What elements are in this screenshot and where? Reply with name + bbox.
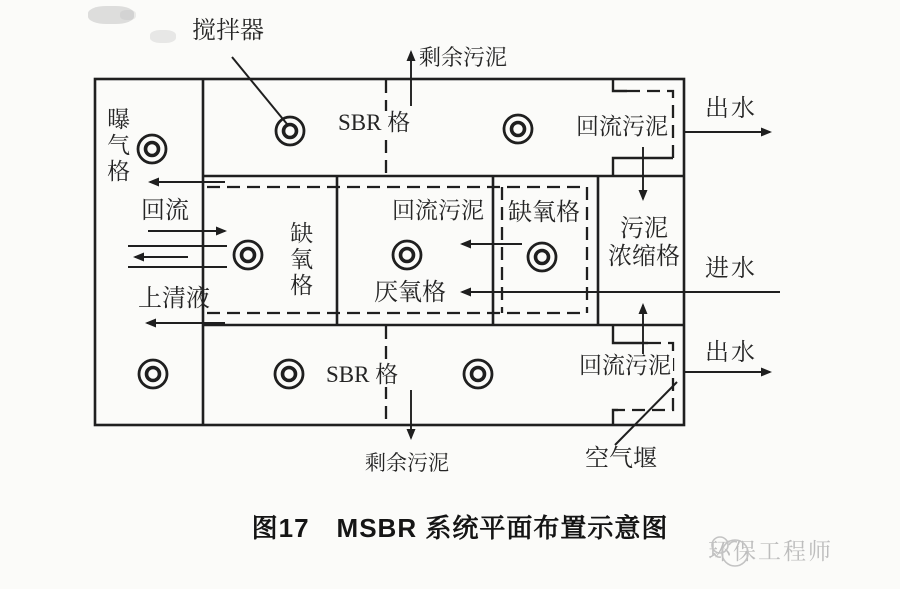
- aerator-symbol: [528, 243, 556, 271]
- watermark-text: 环保工程师: [708, 538, 833, 564]
- effluent-top-label: 出水: [705, 96, 757, 122]
- sbr-top-label: SBR 格: [338, 110, 411, 135]
- anaerobic-cell-label: 厌氧格: [374, 280, 446, 306]
- excess-sludge-bottom-label: 剩余污泥: [365, 451, 449, 475]
- mixer-pointer-line: [232, 57, 287, 124]
- anoxic-cell-right-label: 缺氧格: [508, 200, 580, 226]
- supernatant-label: 上清液: [138, 286, 210, 312]
- anoxic-cell-left-label: 缺氧格: [287, 221, 313, 299]
- aerator-symbol: [464, 360, 492, 388]
- return-sludge-center-label: 回流污泥: [392, 198, 484, 223]
- air-weir-pointer-line: [615, 382, 677, 445]
- aerator-symbol: [275, 360, 303, 388]
- watermark: [708, 533, 833, 566]
- aeration-cell-label: 曝气格: [104, 107, 130, 185]
- effluent-bottom-label: 出水: [705, 340, 757, 366]
- sludge-thickening-line1: 污泥: [620, 216, 668, 242]
- excess-sludge-top-label: 剩余污泥: [419, 45, 508, 70]
- sbr-bottom-label: SBR 格: [326, 362, 399, 387]
- return-flow-label: 回流: [141, 198, 189, 224]
- influent-label: 进水: [705, 256, 757, 282]
- aerator-symbol: [139, 360, 167, 388]
- air-weir-bottom-step-lower: [613, 410, 618, 425]
- aerator-symbol: [138, 135, 166, 163]
- return-sludge-top-right-label: 回流污泥: [576, 114, 668, 139]
- air-weir-label: 空气堰: [585, 446, 657, 472]
- aerator-symbol: [234, 241, 262, 269]
- return-sludge-bottom-right-label: 回流污泥: [579, 353, 671, 378]
- panda-doodle-icon: [708, 533, 758, 569]
- figure-caption: 图17 MSBR 系统平面布置示意图: [251, 513, 669, 543]
- mixer-label: 搅拌器: [192, 18, 264, 44]
- sludge-thickening-label: [596, 215, 692, 271]
- aerator-symbol: [276, 117, 304, 145]
- air-weir-top-step-upper: [613, 79, 627, 91]
- aerator-symbol: [504, 115, 532, 143]
- aerator-symbol: [393, 241, 421, 269]
- sludge-thickening-line2: 浓缩格: [608, 244, 680, 270]
